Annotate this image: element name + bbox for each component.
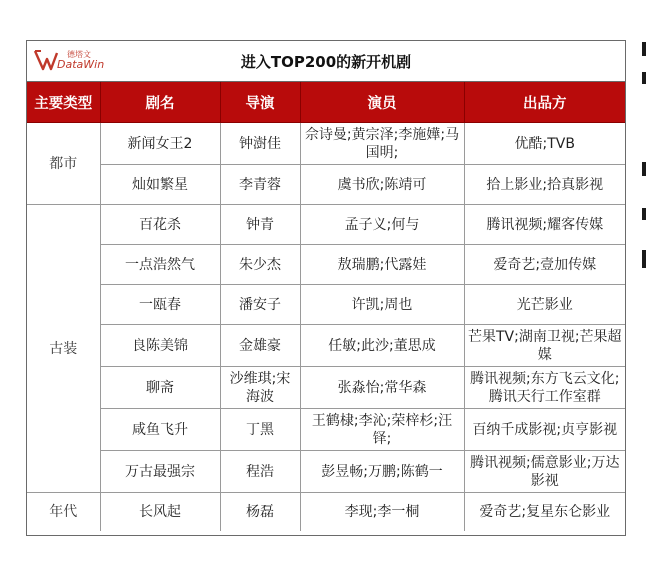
producer-cell: 腾讯视频;儒意影业;万达影视 [464,451,625,493]
director-cell: 沙维琪;宋海波 [220,367,300,409]
producer-cell: 芒果TV;湖南卫视;芒果超媒 [464,325,625,367]
title-cell: 灿如繁星 [100,165,220,205]
table-row [27,165,625,205]
title-cell: 长风起 [100,493,220,532]
title-cell: 良陈美锦 [100,325,220,367]
cast-cell: 李现;李一桐 [300,493,464,532]
genre-cell-costume: 古装 [27,205,100,493]
producer-cell: 优酷;TVB [464,123,625,165]
cast-cell: 孟子义;何与 [300,205,464,245]
director-cell: 金雄豪 [220,325,300,367]
title-cell: 一瓯春 [100,285,220,325]
producer-cell: 拾上影业;拾真影视 [464,165,625,205]
table-row [27,205,625,245]
director-cell: 潘安子 [220,285,300,325]
director-cell: 程浩 [220,451,300,493]
table-header-row [27,82,625,123]
header-genre: 主要类型 [27,82,100,123]
header-title: 剧名 [100,82,220,123]
genre-cell-era: 年代 [27,493,100,532]
cast-cell: 许凯;周也 [300,285,464,325]
producer-cell: 腾讯视频;东方飞云文化;腾讯天行工作室群 [464,367,625,409]
title-cell: 万古最强宗 [100,451,220,493]
drama-table-card [26,40,626,536]
producer-cell: 腾讯视频;耀客传媒 [464,205,625,245]
cast-cell: 彭昱畅;万鹏;陈鹤一 [300,451,464,493]
table-row [27,325,625,367]
title-cell: 聊斋 [100,367,220,409]
header-director: 导演 [220,82,300,123]
director-cell: 钟澍佳 [220,123,300,165]
cast-cell: 敖瑞鹏;代露娃 [300,245,464,285]
director-cell: 杨磊 [220,493,300,532]
table-row [27,493,625,532]
table-title: 进入TOP200的新开机剧 [240,53,412,71]
cast-cell: 佘诗曼;黄宗泽;李施嬅;马国明; [300,123,464,165]
table-row [27,367,625,409]
title-row [27,41,625,82]
cast-cell: 张淼怡;常华森 [300,367,464,409]
producer-cell: 光芒影业 [464,285,625,325]
right-edge-marks [642,0,648,577]
producer-cell: 爱奇艺;复星东仑影业 [464,493,625,532]
drama-table [27,82,625,531]
table-row [27,285,625,325]
title-cell: 咸鱼飞升 [100,409,220,451]
table-row [27,451,625,493]
genre-cell-urban: 都市 [27,123,100,205]
header-cast: 演员 [300,82,464,123]
director-cell: 朱少杰 [220,245,300,285]
header-producer: 出品方 [464,82,625,123]
director-cell: 钟青 [220,205,300,245]
cast-cell: 王鹤棣;李沁;荣梓杉;汪铎; [300,409,464,451]
producer-cell: 爱奇艺;壹加传媒 [464,245,625,285]
title-cell: 一点浩然气 [100,245,220,285]
director-cell: 李青蓉 [220,165,300,205]
cast-cell: 任敏;此沙;董思成 [300,325,464,367]
table-row [27,123,625,165]
director-cell: 丁黑 [220,409,300,451]
table-row [27,245,625,285]
cast-cell: 虞书欣;陈靖可 [300,165,464,205]
title-cell: 新闻女王2 [100,123,220,165]
producer-cell: 百纳千成影视;贞亨影视 [464,409,625,451]
logo-brand-en: DataWin [57,58,105,71]
title-cell: 百花杀 [100,205,220,245]
table-row [27,409,625,451]
logo-brand-cn: 德塔文 [67,50,91,59]
